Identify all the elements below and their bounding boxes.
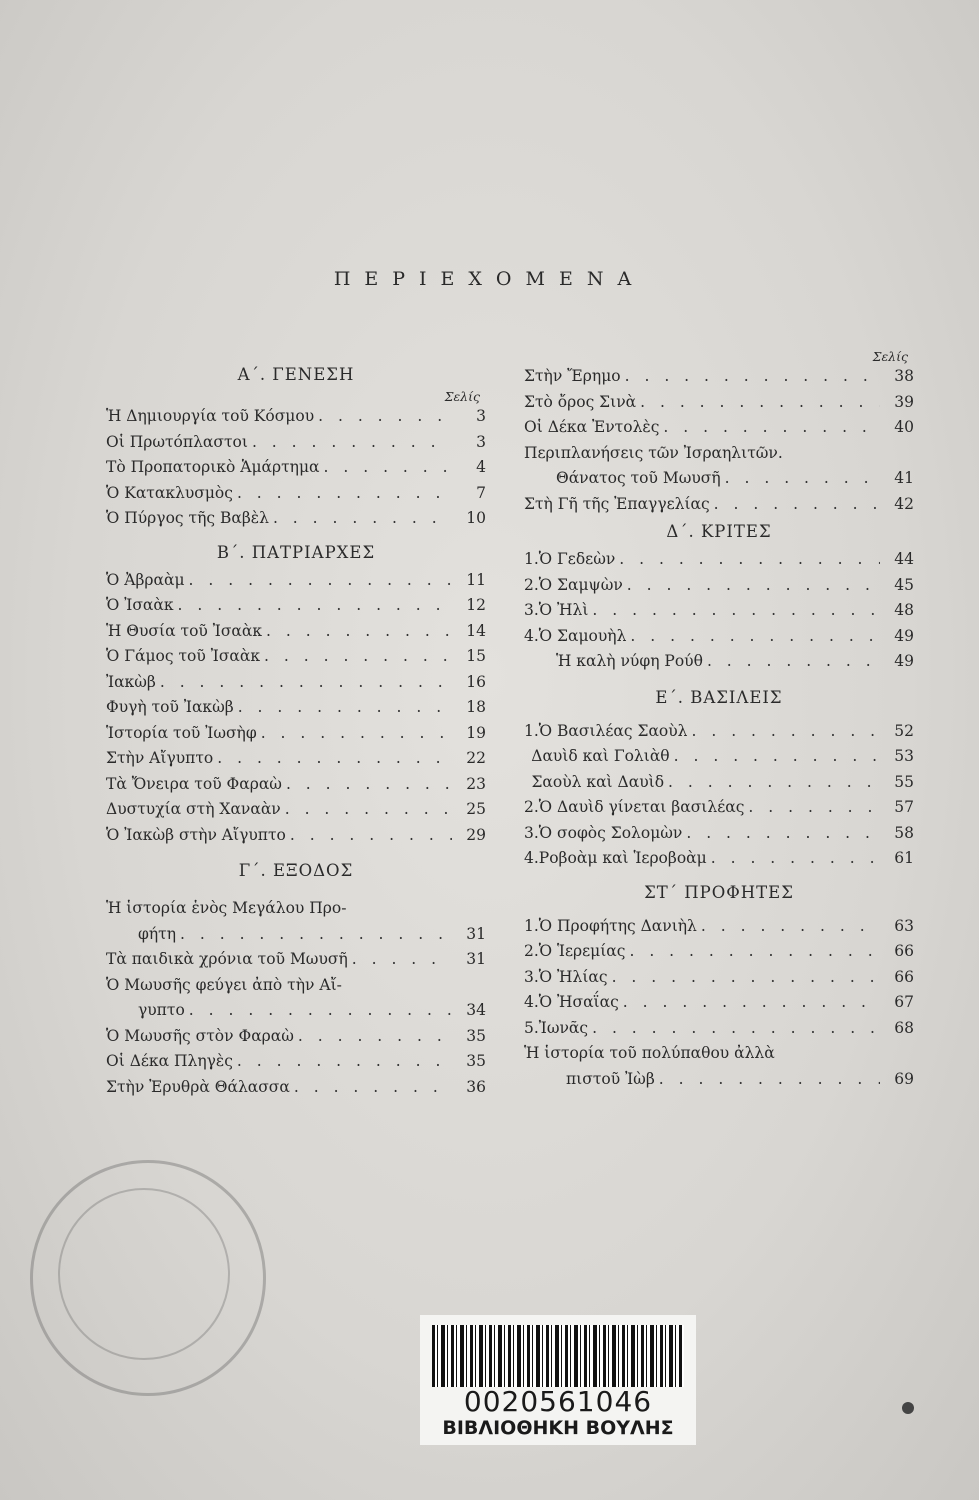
section-heading: Δ΄. ΚΡΙΤΕΣ [666,522,772,541]
toc-entry-title: Ὁ Μωυσῆς στὸν Φαραὼ [106,1026,294,1045]
toc-entry-title: Ὁ σοφὸς Σολομὼν [538,823,683,842]
toc-entry-page: 35 [466,1052,486,1070]
toc-entry-number: 2. [524,942,539,960]
toc-entry-page: 66 [894,942,914,960]
toc-entry [106,404,486,430]
toc-entry [106,746,486,772]
toc-entry-page: 12 [466,596,486,614]
toc-entry-title: φήτη [138,924,177,943]
toc-entry-page: 69 [894,1069,914,1088]
toc-entry-title: Ἡ καλὴ νύφη Ρούθ [556,652,703,670]
toc-entry-title: Οἱ Δέκα Ἐντολὲς [524,418,660,436]
section-heading: Ε΄. ΒΑΣΙΛΕΙΣ [655,687,783,707]
toc-entry-page: 16 [466,672,486,691]
toc-entry-title: Τὸ Προπατορικὸ Ἁμάρτημα [106,458,320,476]
toc-entry-title: Στὴ Γῆ τῆς Ἐπαγγελίας [524,494,710,513]
toc-entry-line: Ἡ ἱστορία ἑνὸς Μεγάλου Προ- [106,899,347,917]
toc-entry [106,772,486,798]
toc-entry [106,797,486,823]
toc-entry-title: Οἱ Δέκα Πληγὲς [106,1052,233,1070]
toc-entry [106,695,486,721]
toc-entry-title: πιστοῦ Ἰὼβ [566,1069,655,1088]
toc-entry-page: 36 [466,1077,486,1096]
toc-entry-page: 34 [466,1001,486,1019]
toc-entry-page: 52 [894,721,914,740]
toc-entry [106,506,486,532]
library-name: ΒΙΒΛΙΟΘΗΚΗ ΒΟΥΛΗΣ [442,1417,674,1439]
toc-entry-title: Τὰ παιδικὰ χρόνια τοῦ Μωυσῆ [106,950,348,968]
toc-entry-page: 18 [466,698,486,716]
toc-entry-title: Ἰωνᾶς [538,1018,589,1037]
toc-entry [524,744,914,770]
toc-entry-title: Στὴν Ἐρυθρὰ Θάλασσα [106,1077,290,1096]
toc-entry-title: Ὁ Ἠλὶ [538,601,589,619]
toc-entry [524,939,914,965]
toc-entry-title: Ὁ Βασιλέας Σαοὺλ [538,721,688,740]
toc-entry [524,624,914,650]
toc-entry [106,823,486,849]
toc-entry-page: 67 [894,993,914,1011]
toc-entry [106,1075,486,1101]
toc-entry [524,795,914,821]
toc-entry-page: 11 [466,570,486,589]
toc-entry [106,1049,486,1075]
toc-entry-title: Ὁ Σαμουὴλ [538,626,627,645]
toc-entry-number: 3. [524,601,539,619]
toc-entry-title: Ὁ Γεδεὼν [538,550,616,568]
toc-entry-line: Ὁ Μωυσῆς φεύγει ἀπὸ τὴν Αἴ- [106,975,342,994]
toc-entry-number: 2. [524,798,539,816]
toc-entry [524,1067,914,1093]
toc-entry-title: Δαυὶδ καὶ Γολιὰθ [531,747,670,765]
toc-entry-page: 3 [476,432,486,451]
section-entries [524,364,914,441]
toc-entry-number: 5. [524,1018,539,1037]
toc-entry [524,466,914,492]
barcode-number: 0020561046 [463,1385,653,1418]
toc-entry-page: 41 [894,469,914,487]
toc-entry-title: Θάνατος τοῦ Μωυσῆ [556,469,721,487]
toc-entry-title: Ὁ Ἠλίας [538,967,608,986]
toc-entry [524,821,914,847]
toc-entry-page: 19 [466,723,486,742]
toc-entry [106,670,486,696]
toc-entry-page: 57 [894,798,914,816]
barcode [432,1325,684,1387]
section-entries [524,719,914,872]
toc-entry-page: 29 [466,825,486,844]
toc-entry-title: Ὁ Ἀβραὰμ [106,570,185,589]
toc-entry-page: 23 [466,774,486,793]
toc-entry-number: 1. [524,550,539,568]
toc-entry-page: 55 [894,772,914,791]
toc-entry [524,547,914,573]
toc-entry-title: Ἡ Δημιουργία τοῦ Κόσμου [106,407,315,425]
toc-entry-title: Ὁ Προφήτης Δανιὴλ [538,916,697,935]
toc-entry-page: 15 [466,647,486,665]
toc-entry-page: 53 [894,747,914,765]
toc-entry-page: 22 [466,749,486,767]
toc-entry-page: 45 [894,575,914,594]
toc-entry-page: 49 [894,652,914,670]
toc-entry [524,415,914,441]
toc-entry-title: Ὁ Ἰσαὰκ [106,596,174,614]
toc-entry [106,568,486,594]
toc-entry-page: 63 [894,916,914,935]
toc-entry-title: Σαοὺλ καὶ Δαυὶδ [531,772,665,791]
toc-entry [106,593,486,619]
toc-entry [524,649,914,675]
toc-entry-number: 2. [524,575,539,594]
toc-entry-number: 1. [524,721,539,740]
toc-entry-title: Οἱ Πρωτόπλαστοι [106,432,248,451]
toc-entry-line: Ἡ ἱστορία τοῦ πολύπαθου ἀλλὰ [524,1044,775,1062]
toc-entry [524,990,914,1016]
toc-entry-title: Ὁ Ἠσαΐας [538,993,619,1011]
section-entries [106,568,486,849]
toc-entry-page: 44 [894,550,914,568]
toc-entry [524,390,914,416]
section-entries [106,1024,486,1101]
toc-entry-page: 42 [894,494,914,513]
toc-entry-page: 58 [894,823,914,842]
toc-entry-page: 48 [894,601,914,619]
toc-entry [524,965,914,991]
toc-entry-page: 49 [894,626,914,645]
toc-entry [106,455,486,481]
page-label: Σελίς [872,349,908,364]
toc-entry-page: 39 [894,392,914,411]
toc-entry-number: 3. [524,823,539,842]
toc-entry-page: 31 [466,924,486,943]
toc-entry-number: 1. [524,916,539,935]
ink-dot [902,1402,914,1414]
toc-entry-title: γυπτο [138,1001,185,1019]
toc-entry-page: 10 [466,509,486,527]
toc-entry [106,481,486,507]
section-heading: Α΄. ΓΕΝΕΣΗ [237,365,355,384]
toc-entry-page: 40 [894,418,914,436]
toc-entry [106,644,486,670]
toc-entry-title: Ὁ Πύργος τῆς Βαβὲλ [106,509,269,527]
toc-entry [524,719,914,745]
toc-entry-title: Ἡ Θυσία τοῦ Ἰσαὰκ [106,621,263,640]
page-title: ΠΕΡΙΕΧΟΜΕΝΑ [333,268,646,290]
toc-entry [106,430,486,456]
toc-entry-title: Ὁ Ἱερεμίας [538,942,626,960]
toc-entry-page: 25 [466,800,486,818]
toc-entry-title: Ἱστορία τοῦ Ἰωσὴφ [106,723,257,742]
toc-entry-page: 4 [476,458,486,476]
toc-entry [106,619,486,645]
toc-entry-page: 38 [894,367,914,385]
toc-entry-title: Ὁ Σαμψὼν [538,575,623,594]
toc-entry-page: 7 [476,483,486,502]
toc-entry-title: Φυγὴ τοῦ Ἰακὼβ [106,698,234,716]
toc-entry-title: Τὰ Ὄνειρα τοῦ Φαραὼ [106,774,282,793]
toc-entry-title: Στὸ ὄρος Σινὰ [524,392,637,411]
toc-entry-title: Ὁ Κατακλυσμὸς [106,483,233,502]
toc-entry [106,1024,486,1050]
library-stamp-inner [58,1188,230,1360]
toc-entry [524,492,914,518]
toc-entry [524,1016,914,1042]
toc-entry-number: 4. [524,993,539,1011]
toc-entry-page: 3 [476,407,486,425]
toc-entry-page: 35 [466,1026,486,1045]
toc-entry [524,770,914,796]
toc-entry-line: Περιπλανήσεις τῶν Ἰσραηλιτῶν. [524,443,783,462]
toc-entry [106,998,486,1024]
toc-entry-title: Στὴν Ἔρημο [524,367,621,385]
section-entries [524,914,914,1042]
toc-entry [106,922,486,948]
toc-entry-page: 14 [466,621,486,640]
toc-entry-title: Ὁ Ἰακὼβ στὴν Αἴγυπτο [106,825,286,844]
toc-entry-title: Ὁ Δαυὶδ γίνεται βασιλέας [538,798,745,816]
toc-entry [524,598,914,624]
toc-entry-title: Ροβοὰμ καὶ Ἱεροβοὰμ [538,849,707,867]
toc-left-column [106,360,486,1100]
toc-entry-page: 66 [894,967,914,986]
page-label: Σελίς [444,389,480,404]
toc-entry-page: 68 [894,1018,914,1037]
section-heading: Β΄. ΠΑΤΡΙΑΡΧΕΣ [216,542,376,562]
toc-entry [524,846,914,872]
toc-entry-title: Στὴν Αἴγυπτο [106,749,214,767]
toc-entry [106,947,486,973]
section-entries [524,547,914,649]
toc-entry-title: Δυστυχία στὴ Χαναὰν [106,800,281,818]
section-heading: ΣΤ΄ ΠΡΟΦΗΤΕΣ [644,882,794,902]
toc-entry [524,914,914,940]
toc-entry-title: Ὁ Γάμος τοῦ Ἰσαὰκ [106,647,261,665]
toc-entry [106,721,486,747]
toc-entry-page: 31 [466,950,486,968]
toc-entry-number: 4. [524,626,539,645]
toc-right-column [524,350,914,1092]
toc-entry-page: 61 [894,849,914,867]
toc-entry [524,364,914,390]
section-entries [106,404,486,532]
toc-entry-number: 3. [524,967,539,986]
toc-entry-title: Ἰακὼβ [106,672,156,691]
toc-entry [524,573,914,599]
section-heading: Γ΄. ΕΞΟΔΟΣ [238,861,354,880]
toc-entry-number: 4. [524,849,539,867]
